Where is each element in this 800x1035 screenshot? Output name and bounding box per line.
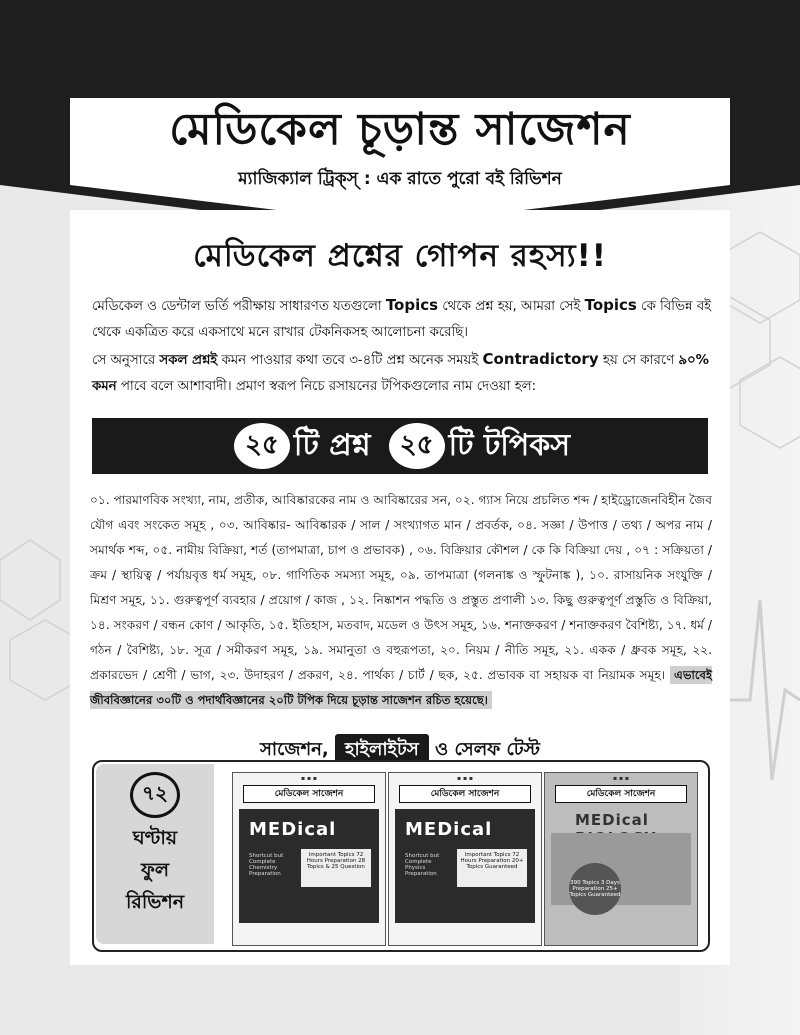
book-logo: MEDical [405, 819, 493, 840]
topics-word: Topics [385, 296, 439, 314]
book-header-strip: ▪ ▪ ▪ [456, 775, 473, 782]
book-header-strip: ▪ ▪ ▪ [300, 775, 317, 782]
intro-text: পাবে বলে আশাবাদী। প্রমাণ স্বরূপ নিচে রসায়নের টপিকগুলোর নাম দেওয়া হল: [116, 379, 537, 394]
banner-text-questions: টি প্রশ্ন [293, 427, 371, 463]
book-logo: MEDical [249, 819, 337, 840]
book-title: মেডিকেল সাজেশন [243, 785, 375, 803]
book-cover-chemistry [232, 772, 386, 946]
revision-line-2: ফুল [140, 859, 170, 881]
intro-text: থেকে প্রশ্ন হয়, আমরা সেই [438, 299, 585, 314]
contradictory-word: Contradictory [482, 350, 599, 368]
book-logo: MEDical [575, 811, 649, 829]
book-cover-biology [544, 772, 698, 946]
book-cover-art [395, 809, 535, 923]
intro-text: মেডিকেল ও ডেন্টাল ভর্তি পরীক্ষায় সাধারণত যতগুলো [92, 299, 386, 314]
intro-text: হয় সে কারণে [598, 353, 679, 368]
highlights-label: হাইলাইটস [335, 734, 429, 767]
intro-line-2 [92, 346, 712, 400]
section-heading: মেডিকেল প্রশ্নের গোপন রহস্য!! [193, 238, 607, 274]
intro-paragraph [92, 292, 712, 400]
topics-text: ০১. পারমাণবিক সংখ্যা, নাম, প্রতীক, আবিষ্কারকের নাম ও আবিষ্কারের সন, ০২. গ্যাস নিয়ে প্রচলিত শব্দ / হাইড্রোজেনবিহীন জৈব যৌগ এবং সংকেত সমূহ , ০৩. আবিষ্কার- আবিষ্কারক / সাল / সংখ্যাগত মান / প্রবর্তক, ০৪. সজ্ঞা / উপাত্ত / তথ্য / অপর নাম / সমার্থক শব্দ, ০৫. নামীয় বিক্রিয়া, শর্ত (তাপমাত্রা, চাপ ও প্রভাবক) , ০৬. বিক্রিয়ার কৌশল / কে কি বিক্রিয়া দেয় , ০৭ : সক্রিয়তা / ক্রম / স্থায়িত্ব / পর্যায়বৃত্ত ধর্ম সমূহ, ০৮. গাণিতিক সমস্যা সমূহ, ০৯. তাপমাত্রা (গলনাঙ্ক ও স্ফুটনাঙ্ক ), ১০. রাসায়নিক সংযুক্তি / মিশ্রণ সমূহ, ১১. গুরুত্বপূর্ণ ব্যবহার / প্রয়োগ / কাজ , ১২. নিষ্কাশন পদ্ধতি ও প্রস্তুত প্রণালী ১৩. কিছু গুরুত্বপূর্ণ প্রস্তুতি ও বিক্রিয়া, ১৪. সংকরণ / বন্ধন কোণ / আকৃতি, ১৫. ইতিহাস, মতবাদ, মডেল ও উৎস সমূহ, ১৬. শনাক্তকরণ / শনাক্তকরণ বৈশিষ্ট্য, ১৭. ধর্ম / গঠন / বৈশিষ্ট্য, ১৮. সূত্র / সমীকরণ সমূহ, ১৯. সমানুতা ও বহুরূপতা, ২০. নিয়ম / নীতি সমূহ, ২১. একক / ধ্রুবক সমূহ, ২২. প্রকারভেদ / শ্রেণী / ভাগ, ২৩. উদাহরণ / প্রকরণ, ২৪. পার্থক্য / চার্ট / ছক, ২৫. প্রভাবক বা সহায়ক বা নিয়ামক সমূহ। [90, 493, 712, 682]
topics-word: Topics [584, 296, 637, 314]
book-info-box: Important Topics 72 Hours Preparation 28 Topics & 25 Question [301, 849, 371, 887]
revision-line-1: ঘণ্টায় [132, 827, 178, 849]
revision-line-3: রিভিশন [125, 891, 185, 913]
book-tagline: Shortcut but Complete Chemistry Preparation [249, 853, 284, 877]
book-header-strip: ▪ ▪ ▪ [612, 775, 629, 782]
topics-banner [92, 418, 708, 474]
self-test-label: ও সেলফ টেস্ট [428, 739, 540, 760]
topics-list [90, 488, 712, 713]
hours-badge: ৭২ [130, 772, 180, 818]
intro-line-1 [92, 292, 712, 346]
intro-bold: ৯০% কমন [92, 353, 709, 394]
intro-text: সে অনুসারে [92, 353, 160, 368]
book-tagline: Shortcut but Complete Physics Preparation [405, 853, 440, 877]
book-info-box: Important Topics 72 Hours Preparation 20+ Topics Guaranteed [457, 849, 527, 887]
banner-text-topics: টি টপিকস [448, 427, 571, 463]
book-cover-art [239, 809, 379, 923]
book-cover-physics [388, 772, 542, 946]
book-info-circle: 390 Topics 3 Days Preparation 25+ Topics Guaranteed [569, 863, 621, 915]
book-title: মেডিকেল সাজেশন [555, 785, 687, 803]
suggestion-label: সাজেশন, [260, 739, 329, 760]
topic-count-badge: ২৫ [389, 423, 445, 469]
page-title: মেডিকেল চূড়ান্ত সাজেশন [169, 104, 631, 155]
book-title: মেডিকেল সাজেশন [399, 785, 531, 803]
topics-note: এভাবেই জীববিজ্ঞানের ৩০টি ও পদার্থবিজ্ঞানের ২০টি টপিক দিয়ে চূড়ান্ত সাজেশন রচিত হয়েছে। [90, 668, 712, 707]
page-subtitle: ম্যাজিক্যাল ট্রিক্স্ : এক রাতে পুরো বই রিভিশন [238, 169, 562, 189]
intro-bold: সকল প্রশ্নই [159, 353, 218, 368]
revision-block [96, 764, 214, 944]
question-count-badge: ২৫ [234, 423, 290, 469]
book-cover-art [551, 833, 691, 905]
intro-text: কে বিভিন্ন বই থেকে একত্রিত করে একসাথে মনে রাখার টেকনিকসহ আলোচনা করেছি। [92, 299, 712, 340]
intro-text: কমন পাওয়ার কথা তবে ৩-৪টি প্রশ্ন অনেক সময়ই [217, 353, 483, 368]
